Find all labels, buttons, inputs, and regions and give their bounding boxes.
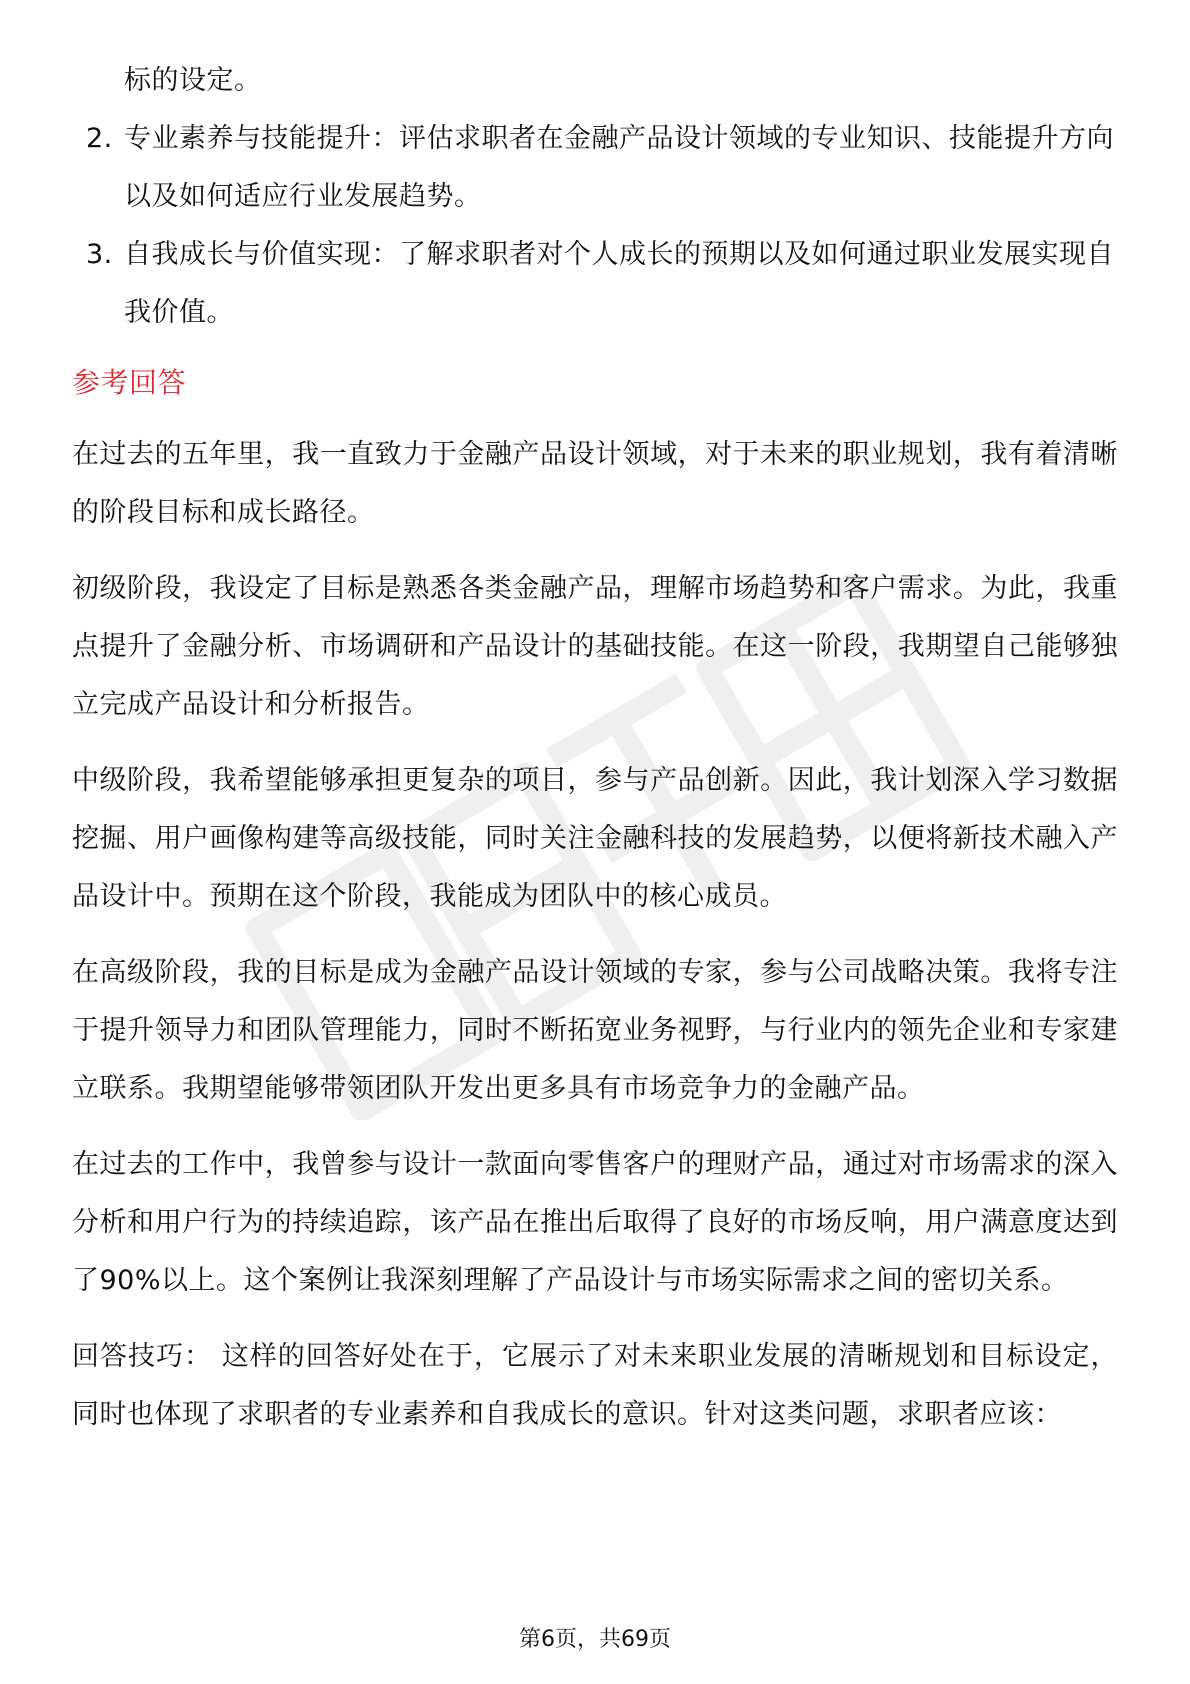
list-text: 专业素养与技能提升：评估求职者在金融产品设计领域的专业知识、技能提升方向以及如何适应行业发展趋势。 [124, 123, 1114, 212]
paragraph: 初级阶段，我设定了目标是熟悉各类金融产品，理解市场趋势和客户需求。为此，我重点提升了金融分析、市场调研和产品设计的基础技能。在这一阶段，我期望自己能够独立完成产品设计和分析报告。 [72, 573, 1118, 720]
list-item [72, 110, 1118, 226]
paragraph: 在过去的工作中，我曾参与设计一款面向零售客户的理财产品，通过对市场需求的深入分析和用户行为的持续追踪，该产品在推出后取得了良好的市场反响，用户满意度达到了90%以上。这个案例让我深刻理解了产品设计与市场实际需求之间的密切关系。 [72, 1149, 1118, 1296]
list-item-continuation: 标的设定。 [124, 65, 262, 96]
list-number: 2. [86, 123, 113, 154]
section-heading: 参考回答 [72, 366, 187, 399]
answer-tips-paragraph: 回答技巧： 这样的回答好处在于，它展示了对未来职业发展的清晰规划和目标设定，同时也体现了求职者的专业素养和自我成长的意识。针对这类问题，求职者应该： [72, 1341, 1118, 1430]
document-body [72, 52, 1118, 1444]
paragraph: 在高级阶段，我的目标是成为金融产品设计领域的专家，参与公司战略决策。我将专注于提升领导力和团队管理能力，同时不断拓宽业务视野，与行业内的领先企业和专家建立联系。我期望能够带领团队开发出更多具有市场竞争力的金融产品。 [72, 957, 1118, 1104]
paragraph: 在过去的五年里，我一直致力于金融产品设计领域，对于未来的职业规划，我有着清晰的阶段目标和成长路径。 [72, 439, 1118, 528]
list-item [72, 226, 1118, 342]
list-text: 自我成长与价值实现：了解求职者对个人成长的预期以及如何通过职业发展实现自我价值。 [124, 239, 1114, 328]
paragraph: 中级阶段，我希望能够承担更复杂的项目，参与产品创新。因此，我计划深入学习数据挖掘、用户画像构建等高级技能，同时关注金融科技的发展趋势，以便将新技术融入产品设计中。预期在这个阶段，我能成为团队中的核心成员。 [72, 765, 1118, 912]
page-footer: 第6页，共69页 [519, 1627, 671, 1652]
list-number: 3. [86, 239, 113, 270]
